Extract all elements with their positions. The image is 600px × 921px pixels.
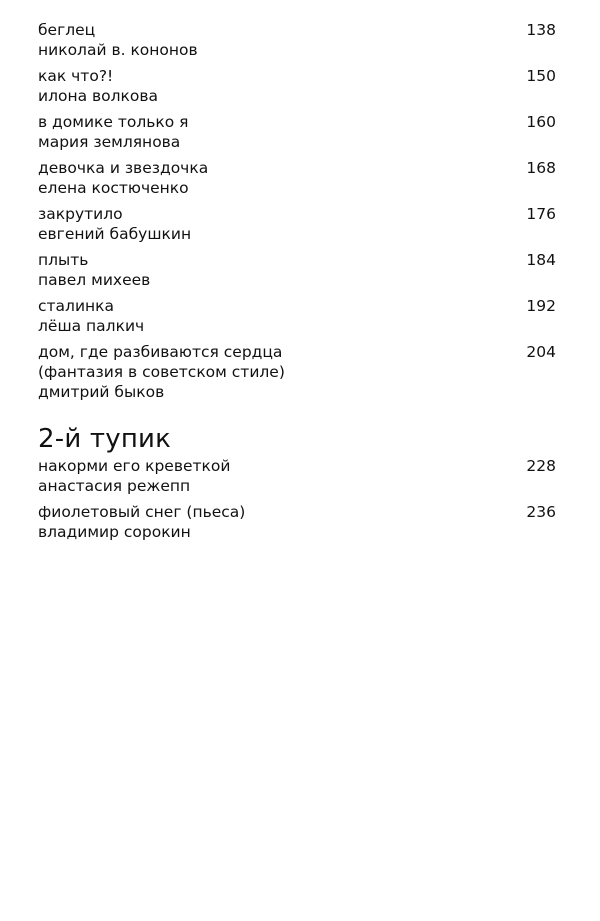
toc-section-2 [38,424,560,542]
entry-author: дмитрий быков [38,383,165,401]
toc-entry[interactable] [38,342,560,402]
toc-entry[interactable] [38,204,560,244]
toc-entry[interactable] [38,296,560,336]
entry-title: сталинка [38,297,115,315]
entry-author: владимир сорокин [38,523,191,541]
entry-title: беглец [38,21,96,39]
entry-subtitle: (фантазия в советском стиле) [38,363,285,381]
toc-entry[interactable] [38,158,560,198]
entry-author: мария землянова [38,133,181,151]
entry-author: николай в. кононов [38,41,198,59]
entry-page-number: 184 [526,251,556,269]
entry-author: елена костюченко [38,179,189,197]
entry-author: анастасия режепп [38,477,191,495]
toc-section-1 [38,20,560,402]
entry-author: илона волкова [38,87,159,105]
entry-title: накорми его креветкой [38,457,231,475]
entry-page-number: 192 [526,297,556,315]
entry-title: дом, где разбиваются сердца [38,343,283,361]
entry-title: фиолетовый снег (пьеса) [38,503,246,521]
toc-entry[interactable] [38,250,560,290]
toc-entry[interactable] [38,502,560,542]
section-heading: 2-й тупик [38,424,172,454]
toc-entry[interactable] [38,112,560,152]
entry-page-number: 160 [526,113,556,131]
entry-page-number: 204 [526,343,556,361]
entry-page-number: 168 [526,159,556,177]
entry-author: павел михеев [38,271,151,289]
entry-title: как что?! [38,67,114,85]
entry-title: в домике только я [38,113,189,131]
entry-author: лёша палкич [38,317,145,335]
toc-entry[interactable] [38,20,560,60]
entry-title: плыть [38,251,89,269]
entry-page-number: 138 [526,21,556,39]
entry-page-number: 150 [526,67,556,85]
entry-title: закрутило [38,205,123,223]
entry-author: евгений бабушкин [38,225,192,243]
entry-page-number: 176 [526,205,556,223]
toc-entry[interactable] [38,66,560,106]
entry-page-number: 236 [526,503,556,521]
toc-entry[interactable] [38,456,560,496]
entry-page-number: 228 [526,457,556,475]
entry-title: девочка и звездочка [38,159,209,177]
table-of-contents [38,20,560,548]
